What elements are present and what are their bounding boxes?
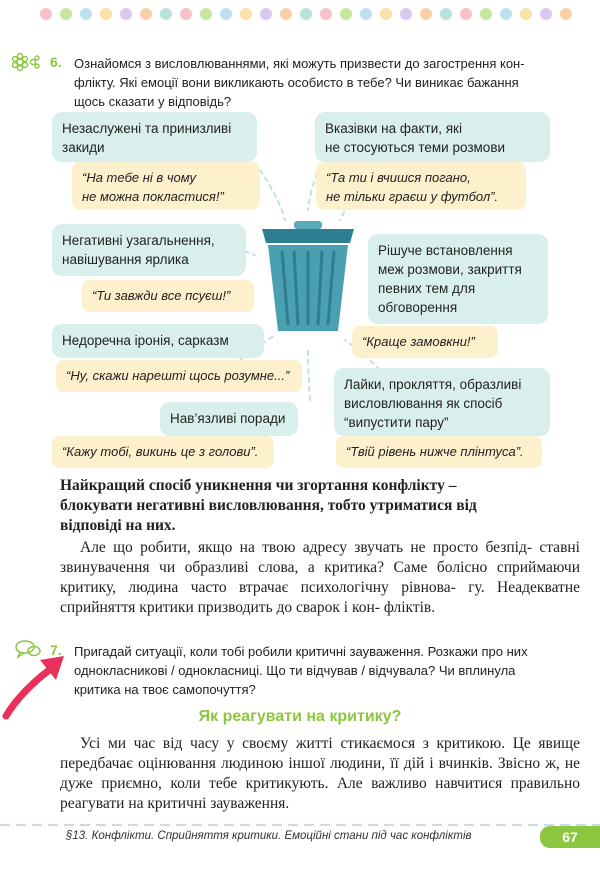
task-7-number: 7. <box>50 642 62 658</box>
decorative-dot <box>100 8 112 20</box>
task-6-number: 6. <box>50 54 62 70</box>
decorative-dot <box>280 8 292 20</box>
decorative-dot <box>40 8 52 20</box>
decorative-dot <box>240 8 252 20</box>
decorative-dot <box>500 8 512 20</box>
decorative-dot <box>540 8 552 20</box>
decorative-dot <box>200 8 212 20</box>
decorative-dot <box>560 8 572 20</box>
statement-insults: Лайки, прокляття, образливі висловлювання як спосіб “випустити пару” <box>334 368 550 436</box>
decorative-dot <box>80 8 92 20</box>
decorative-dot <box>480 8 492 20</box>
trash-bin-icon <box>258 215 358 335</box>
decorative-dot <box>460 8 472 20</box>
decorative-dot <box>340 8 352 20</box>
decorative-dot <box>160 8 172 20</box>
decorative-dot <box>60 8 72 20</box>
task-6-text: Ознайомся з висловлюваннями, які можуть призвести до загострення кон- флікту. Які емоції вони викликають особисто в тебе? Чи виникає бажання щось сказати у відповідь? <box>74 56 525 109</box>
statement-irrelevant-facts: Вказівки на факти, які не стосуються теми розмови <box>315 112 550 162</box>
section-heading: Як реагувати на критику? <box>198 708 402 725</box>
decorative-dot <box>180 8 192 20</box>
footer-chapter-title: §13. Конфлікти. Сприйняття критики. Емоційні стани під час конфліктів <box>66 830 472 842</box>
key-conclusion-paragraph: Найкращий спосіб уникнення чи згортання конфлікту – блокувати негативні висловлювання, тобто утриматися від відповіді на них. <box>60 477 477 534</box>
decorative-dot <box>320 8 332 20</box>
example-setting-boundaries: “Краще замовкни!” <box>352 326 498 358</box>
criticism-body-paragraph: Усі ми час від часу у своєму житті стикаємося з критикою. Це явище передбачає оцінювання людиною іншої людини, її дій і вчинків. Звісно ж, не дуже приємно, коли тебе критикують. Але важливо навчитися правильно реагувати на критичні зауваження. <box>60 735 581 812</box>
example-insults: “Твій рівень нижче плінтуса”. <box>336 436 542 468</box>
decorative-dot <box>140 8 152 20</box>
decorative-dot <box>260 8 272 20</box>
statement-irony-sarcasm: Недоречна іронія, сарказм <box>52 324 264 358</box>
flower-icon <box>12 52 40 72</box>
decorative-dot <box>360 8 372 20</box>
example-undeserved-reproaches: “На тебе ні в чому не можна покластися!” <box>72 162 260 210</box>
task-7-text: Пригадай ситуації, коли тобі робили критичні зауваження. Розкажи про них однокласникові / однокласниці. Що ти відчував / відчувала? Чи вплинула критика на твоє самопочуття? <box>74 644 528 697</box>
decorative-dot <box>120 8 132 20</box>
statement-setting-boundaries: Рішуче встановлення меж розмови, закриття певних тем для обговорення <box>368 234 548 324</box>
example-intrusive-advice: “Кажу тобі, викинь це з голови”. <box>52 436 274 468</box>
decorative-dot <box>520 8 532 20</box>
example-negative-generalizations: “Ти завжди все псуєш!” <box>82 280 254 312</box>
decorative-dot <box>420 8 432 20</box>
statement-intrusive-advice: Нав’язливі поради <box>160 402 298 436</box>
decorative-dot <box>380 8 392 20</box>
example-irrelevant-facts: “Та ти і вчишся погано, не тільки граєш у футбол”. <box>316 162 526 210</box>
decorative-dot <box>300 8 312 20</box>
statement-undeserved-reproaches: Незаслужені та принизливі закиди <box>52 112 257 162</box>
decorative-dot <box>220 8 232 20</box>
example-irony-sarcasm: “Ну, скажи нарешті щось розумне...” <box>56 360 302 392</box>
statement-negative-generalizations: Негативні узагальнення, навішування ярлика <box>52 224 246 276</box>
criticism-intro-paragraph: Але що робити, якщо на твою адресу звучать не просто безпід- ставні звинувачення чи образливі слова, а критика? Саме болісно сприймаючи критику, людина часто втрачає психологічну рівнова- гу. Неадекватне сприйняття критики призводить до сварок і кон- фліктів. <box>60 539 580 616</box>
top-decorative-dots <box>40 8 600 22</box>
footer-dashed-line <box>0 823 600 827</box>
decorative-dot <box>400 8 412 20</box>
decorative-dot <box>440 8 452 20</box>
page-number: 67 <box>540 826 600 848</box>
